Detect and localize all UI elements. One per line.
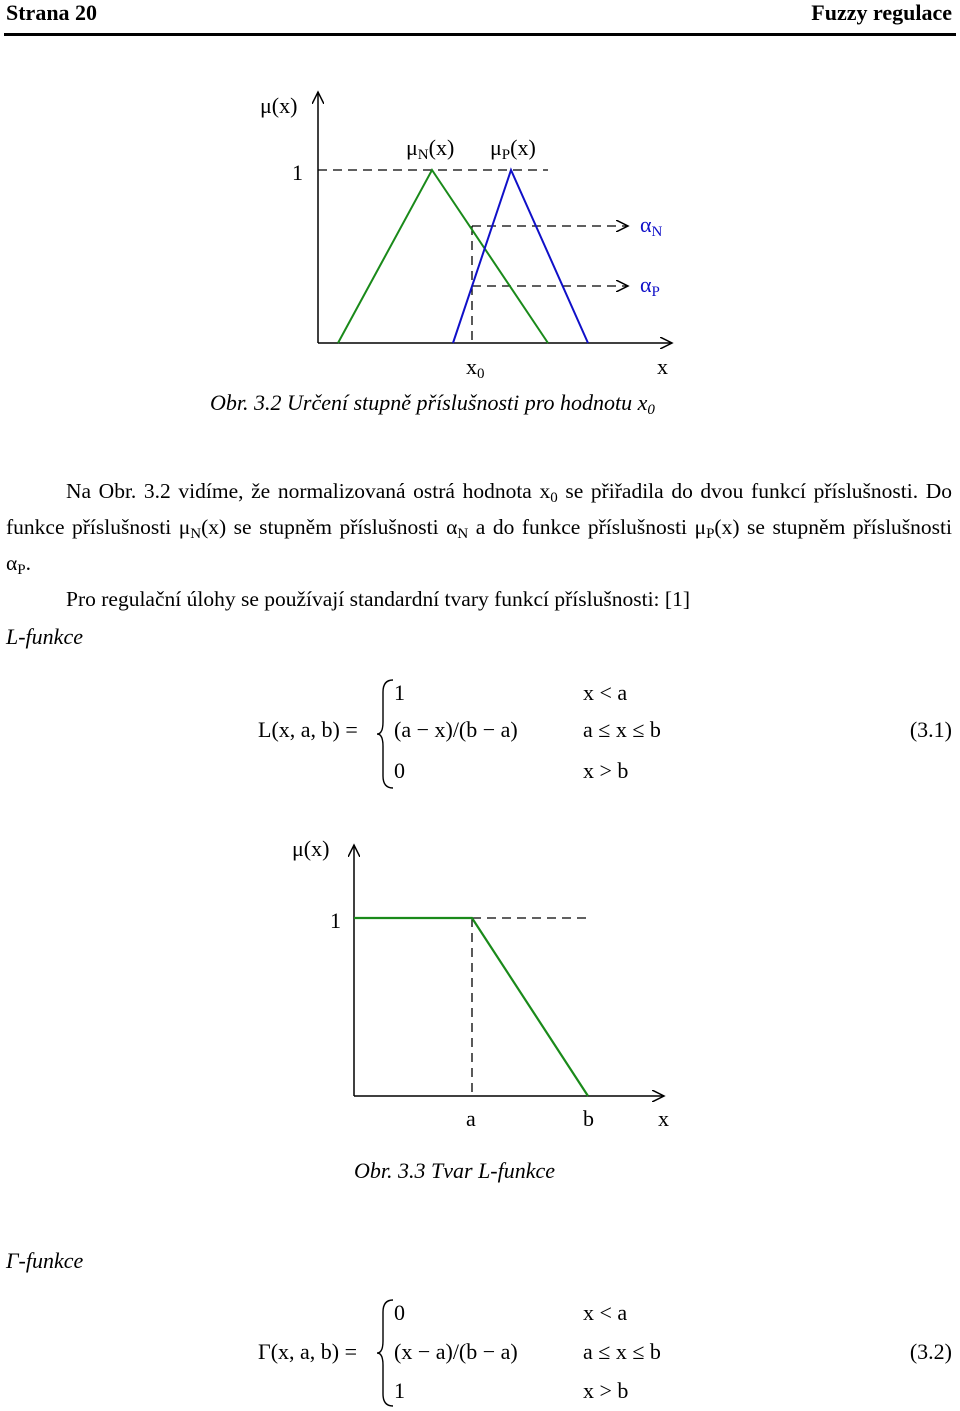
body-text bbox=[6, 477, 952, 614]
figure-3-2-caption: Obr. 3.2 Určení stupně příslušnosti pro hodnotu $x_0$ bbox=[210, 390, 655, 418]
mu-n-label: μN(x) bbox=[406, 135, 455, 163]
eq2-number: (3.2) bbox=[909, 1339, 952, 1364]
eq1-lhs: L(x, a, b) = bbox=[258, 717, 358, 742]
eq2-case1-val: 0 bbox=[394, 1300, 405, 1325]
eq2-case2-val: (x − a)/(b − a) bbox=[394, 1339, 518, 1364]
fig2-one: 1 bbox=[330, 908, 341, 933]
eq1-case3-cond: x > b bbox=[583, 758, 629, 783]
eq1-case3-val: 0 bbox=[394, 758, 405, 783]
eq2-case2-cond: a ≤ x ≤ b bbox=[583, 1339, 661, 1364]
section-gamma-funkce: Γ-funkce bbox=[6, 1248, 84, 1273]
paragraph-1: Na Obr. 3.2 vidíme, že normalizovaná ostrá hodnota $x_0$ se přiřadila do dvou funkcí příslušnosti. Do funkce příslušnosti $\mu_N(x)$ se stupněm příslušnosti $\alpha_N$ a do funkce příslušnosti $\mu_P(x)$ se stupněm příslušnosti $\alpha_P$. bbox=[6, 479, 953, 578]
alpha-n-label: αN bbox=[640, 212, 663, 240]
eq2-lhs: Γ(x, a, b) = bbox=[258, 1339, 358, 1364]
mu-p-triangle bbox=[453, 170, 588, 343]
fig2-xlabel: x bbox=[658, 1106, 669, 1131]
eq2-case1-cond: x < a bbox=[583, 1300, 628, 1325]
figure-3-3 bbox=[0, 830, 960, 1140]
fig1-xlabel: x bbox=[657, 354, 668, 379]
mu-n-triangle bbox=[338, 170, 548, 343]
eq1-case2-val: (a − x)/(b − a) bbox=[394, 717, 518, 742]
paragraph-2: Pro regulační úlohy se používají standardní tvary funkcí příslušnosti: [1] bbox=[66, 587, 690, 611]
eq1-case2-cond: a ≤ x ≤ b bbox=[583, 717, 661, 742]
page-number: Strana 20 bbox=[6, 0, 98, 25]
alpha-p-label: αP bbox=[640, 272, 660, 300]
eq1-number: (3.1) bbox=[909, 717, 952, 742]
running-title: Fuzzy regulace bbox=[811, 0, 952, 25]
figure-3-3-caption: Obr. 3.3 Tvar L-funkce bbox=[354, 1158, 556, 1183]
fig2-b: b bbox=[583, 1106, 594, 1131]
section-l-funkce: L-funkce bbox=[6, 624, 83, 649]
mu-p-label: μP(x) bbox=[490, 135, 536, 163]
equation-3-1 bbox=[0, 670, 960, 800]
eq2-case3-val: 1 bbox=[394, 1378, 405, 1403]
eq1-case1-val: 1 bbox=[394, 680, 405, 705]
header-rule bbox=[4, 33, 956, 36]
x0-label: x0 bbox=[466, 354, 485, 382]
fig2-a: a bbox=[466, 1106, 476, 1131]
eq1-case1-cond: x < a bbox=[583, 680, 628, 705]
fig1-one: 1 bbox=[292, 160, 303, 185]
eq2-case3-cond: x > b bbox=[583, 1378, 629, 1403]
fig1-ylabel: μ(x) bbox=[260, 93, 298, 118]
l-function-curve bbox=[354, 918, 588, 1096]
fig2-ylabel: μ(x) bbox=[292, 836, 330, 861]
equation-3-2 bbox=[0, 1292, 960, 1410]
figure-3-2 bbox=[0, 80, 960, 400]
